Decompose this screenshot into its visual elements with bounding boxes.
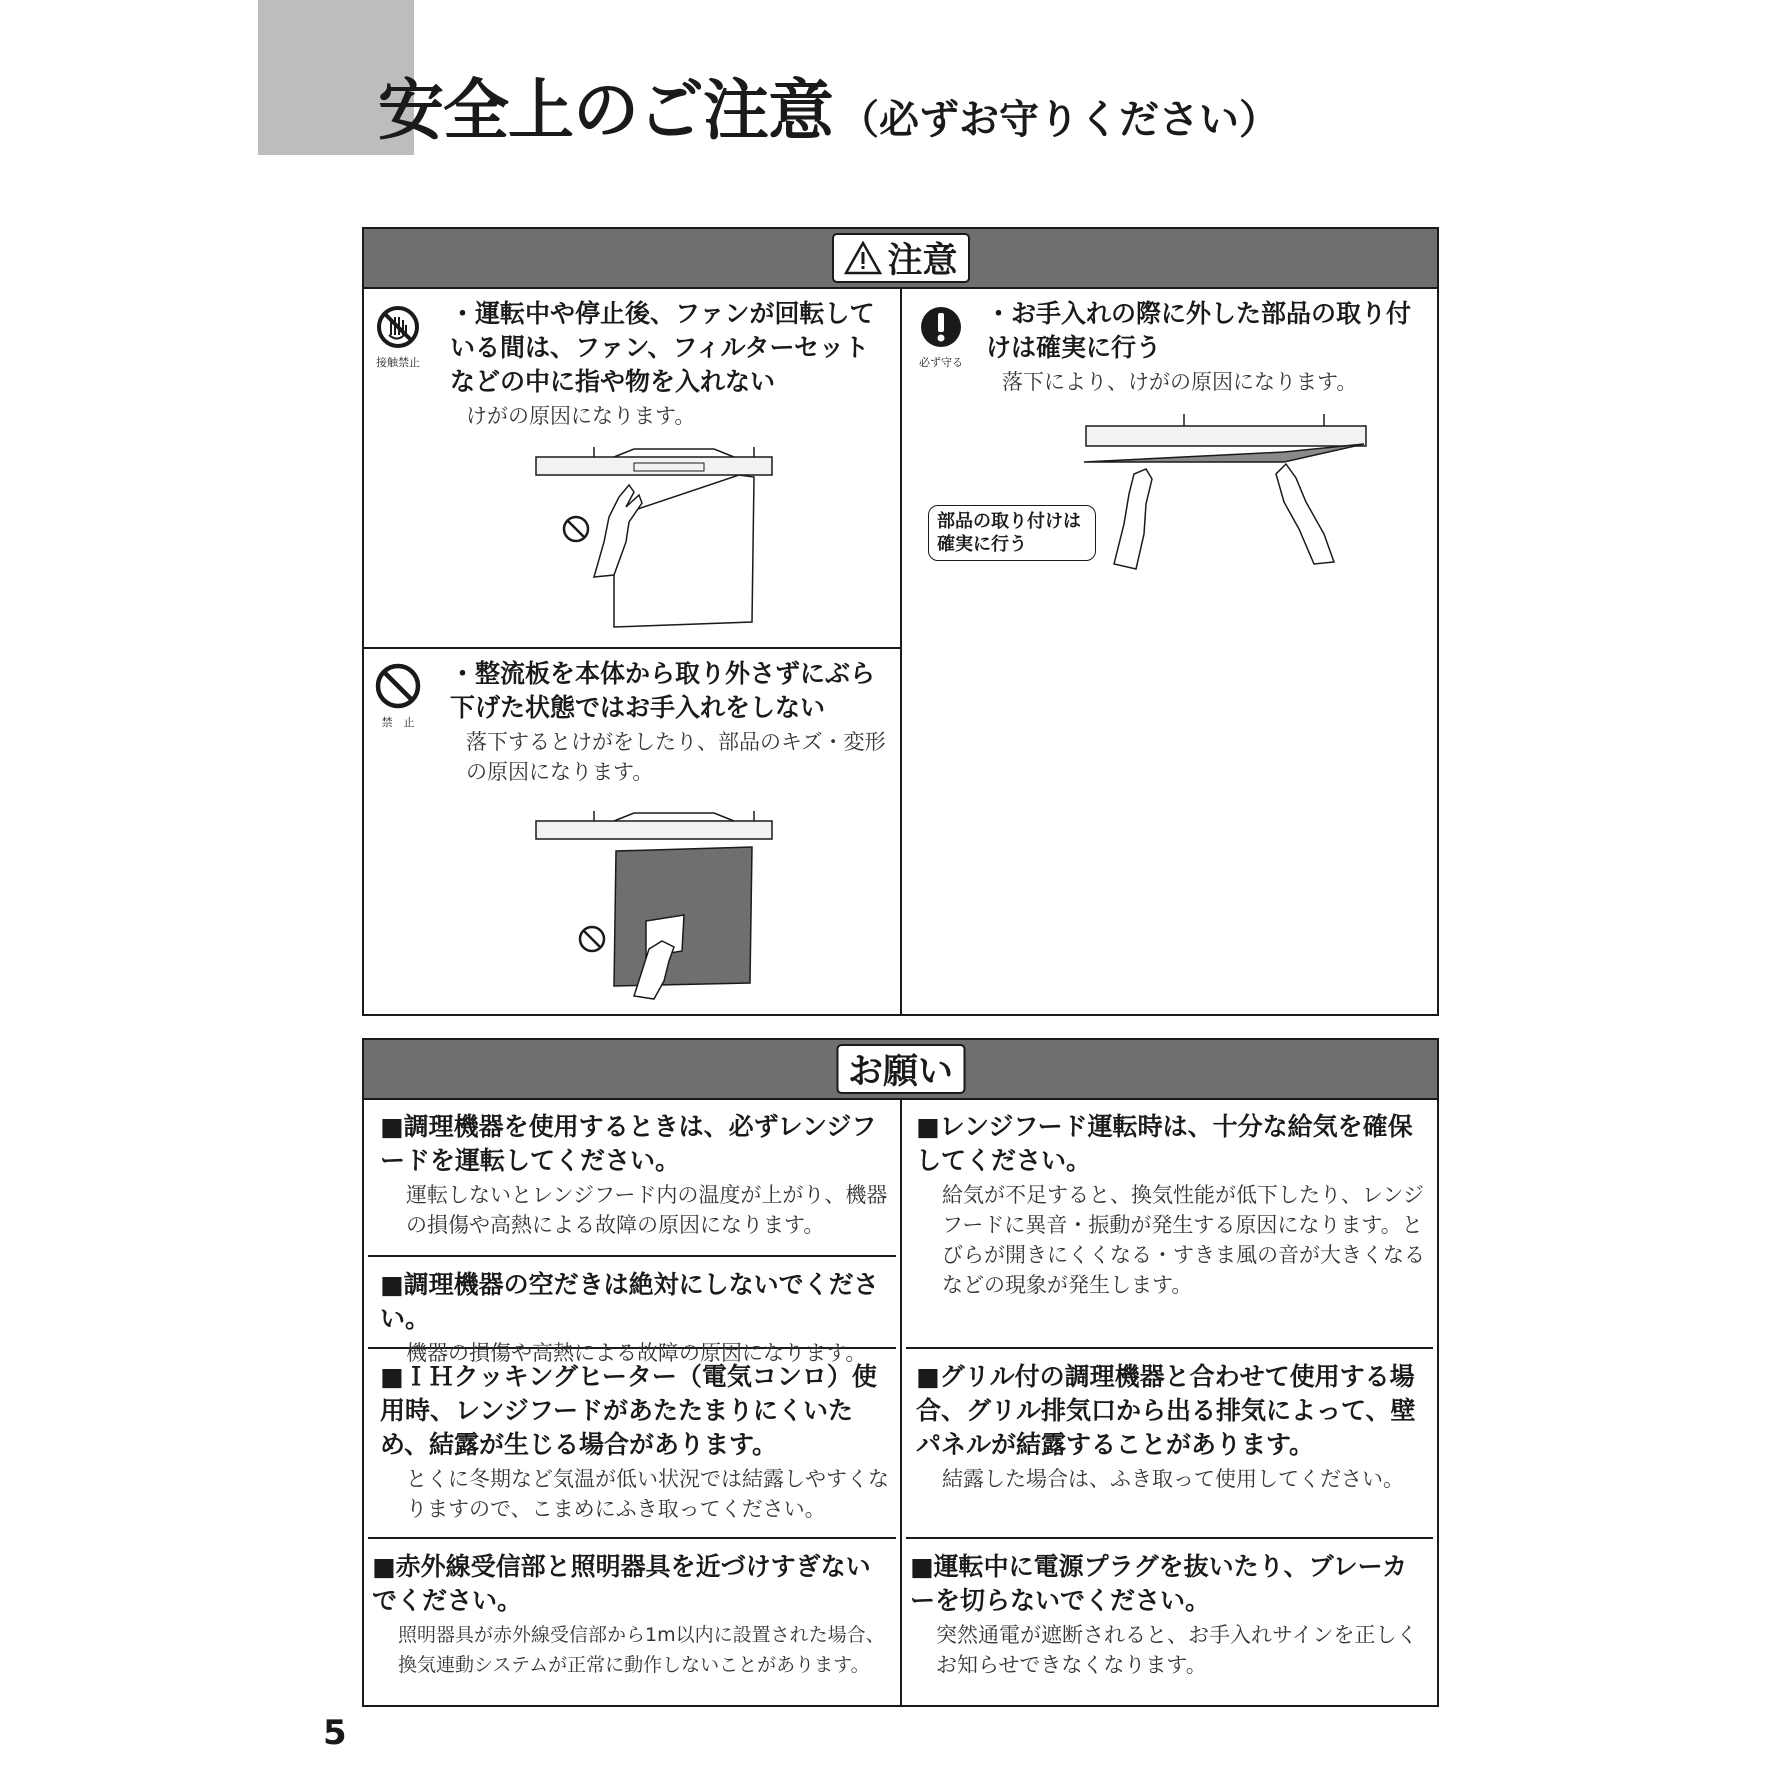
request-item-7-detail: 突然通電が遮断されると、お手入れサインを正しくお知らせできなくなります。	[936, 1623, 1418, 1677]
request-item-7	[910, 1550, 1428, 1680]
caution-item-1-heading: ・運転中や停止後、ファンが回転している間は、ファン、フィルターセットなどの中に指や物を入れない	[450, 299, 875, 396]
request-item-4-detail: 照明器具が赤外線受信部から1m以内に設置された場合、換気連動システムが正常に動作しないことがあります。	[398, 1624, 885, 1676]
warning-triangle-icon	[843, 241, 881, 275]
request-header-text: お願い	[847, 1052, 954, 1092]
request-row-divider-r2	[906, 1537, 1433, 1539]
caution-item-2-detail: 落下するとけがをしたり、部品のキズ・変形の原因になります。	[466, 730, 886, 784]
caution-item-2-heading: ・整流板を本体から取り外さずにぶら下げた状態ではお手入れをしない	[450, 659, 876, 722]
request-row-divider-r1	[906, 1347, 1433, 1349]
mandatory-symbol	[914, 305, 968, 370]
caution-item-1	[450, 297, 890, 431]
request-item-2-detail: 機器の損傷や高熱による故障の原因になります。	[406, 1341, 867, 1365]
request-item-6	[916, 1360, 1428, 1494]
page-title-main: 安全上のご注意	[378, 72, 833, 149]
part-install-illustration	[1084, 414, 1384, 584]
request-item-5-heading: ■レンジフード運転時は、十分な給気を確保してください。	[916, 1112, 1413, 1175]
request-item-5	[916, 1110, 1428, 1300]
caution-item-3-detail: 落下により、けがの原因になります。	[1002, 370, 1358, 394]
caution-divider	[900, 289, 902, 1014]
install-callout: 部品の取り付けは確実に行う	[928, 505, 1096, 561]
request-row-divider-l3	[368, 1537, 896, 1539]
prohibited-icon	[375, 663, 421, 709]
request-item-6-heading: ■グリル付の調理機器と合わせて使用する場合、グリル排気口から出る排気によって、壁パネルが結露することがあります。	[916, 1362, 1416, 1459]
request-item-4-heading: ■赤外線受信部と照明器具を近づけすぎないでください。	[372, 1552, 871, 1615]
caution-row-divider	[364, 647, 900, 649]
caution-header	[364, 229, 1437, 289]
request-item-7-heading: ■運転中に電源プラグを抜いたり、ブレーカーを切らないでください。	[910, 1552, 1408, 1615]
caution-item-1-detail: けがの原因になります。	[466, 404, 696, 428]
page-number: 5	[323, 1713, 347, 1753]
request-item-3	[380, 1360, 892, 1524]
caution-header-text: 注意	[887, 241, 958, 281]
panel-hanging-illustration	[534, 811, 804, 1001]
caution-item-2	[450, 657, 890, 787]
mandatory-label: 必ず守る	[919, 356, 963, 369]
request-divider	[900, 1100, 902, 1705]
request-item-1-heading: ■調理機器を使用するときは、必ずレンジフードを運転してください。	[380, 1112, 877, 1175]
no-touch-label: 接触禁止	[376, 356, 420, 369]
request-label	[836, 1044, 965, 1094]
request-item-4	[372, 1550, 894, 1680]
prohibited-symbol	[374, 663, 422, 730]
fan-hand-illustration	[534, 447, 804, 637]
request-item-2	[380, 1268, 892, 1368]
request-item-1	[380, 1110, 892, 1240]
request-item-1-detail: 運転しないとレンジフード内の温度が上がり、機器の損傷や高熱による故障の原因になります。	[406, 1183, 888, 1237]
caution-item-3-heading: ・お手入れの際に外した部品の取り付けは確実に行う	[986, 299, 1412, 362]
request-item-3-heading: ■ＩＨクッキングヒーター（電気コンロ）使用時、レンジフードがあたたまりにくいため、結露が生じる場合があります。	[380, 1362, 877, 1459]
caution-label	[831, 233, 969, 283]
request-item-2-heading: ■調理機器の空だきは絶対にしないでください。	[380, 1270, 879, 1333]
no-touch-icon	[376, 305, 420, 349]
caution-item-3	[986, 297, 1426, 397]
page-title-sub: （必ずお守りください）	[839, 97, 1279, 143]
request-item-5-detail: 給気が不足すると、換気性能が低下したり、レンジフードに異音・振動が発生する原因になります。とびらが開きにくくなる・すきま風の音が大きくなるなどの現象が発生します。	[942, 1183, 1425, 1297]
caution-panel	[362, 227, 1439, 1016]
request-item-6-detail: 結露した場合は、ふき取って使用してください。	[942, 1467, 1404, 1491]
page-title	[378, 72, 1279, 149]
request-panel	[362, 1038, 1439, 1707]
prohibited-label: 禁 止	[381, 716, 415, 729]
request-header	[364, 1040, 1437, 1100]
mandatory-icon	[919, 305, 963, 349]
request-row-divider-l1	[368, 1255, 896, 1257]
request-item-3-detail: とくに冬期など気温が低い状況では結露しやすくなりますので、こまめにふき取ってください。	[406, 1467, 889, 1521]
no-touch-symbol	[374, 305, 422, 370]
